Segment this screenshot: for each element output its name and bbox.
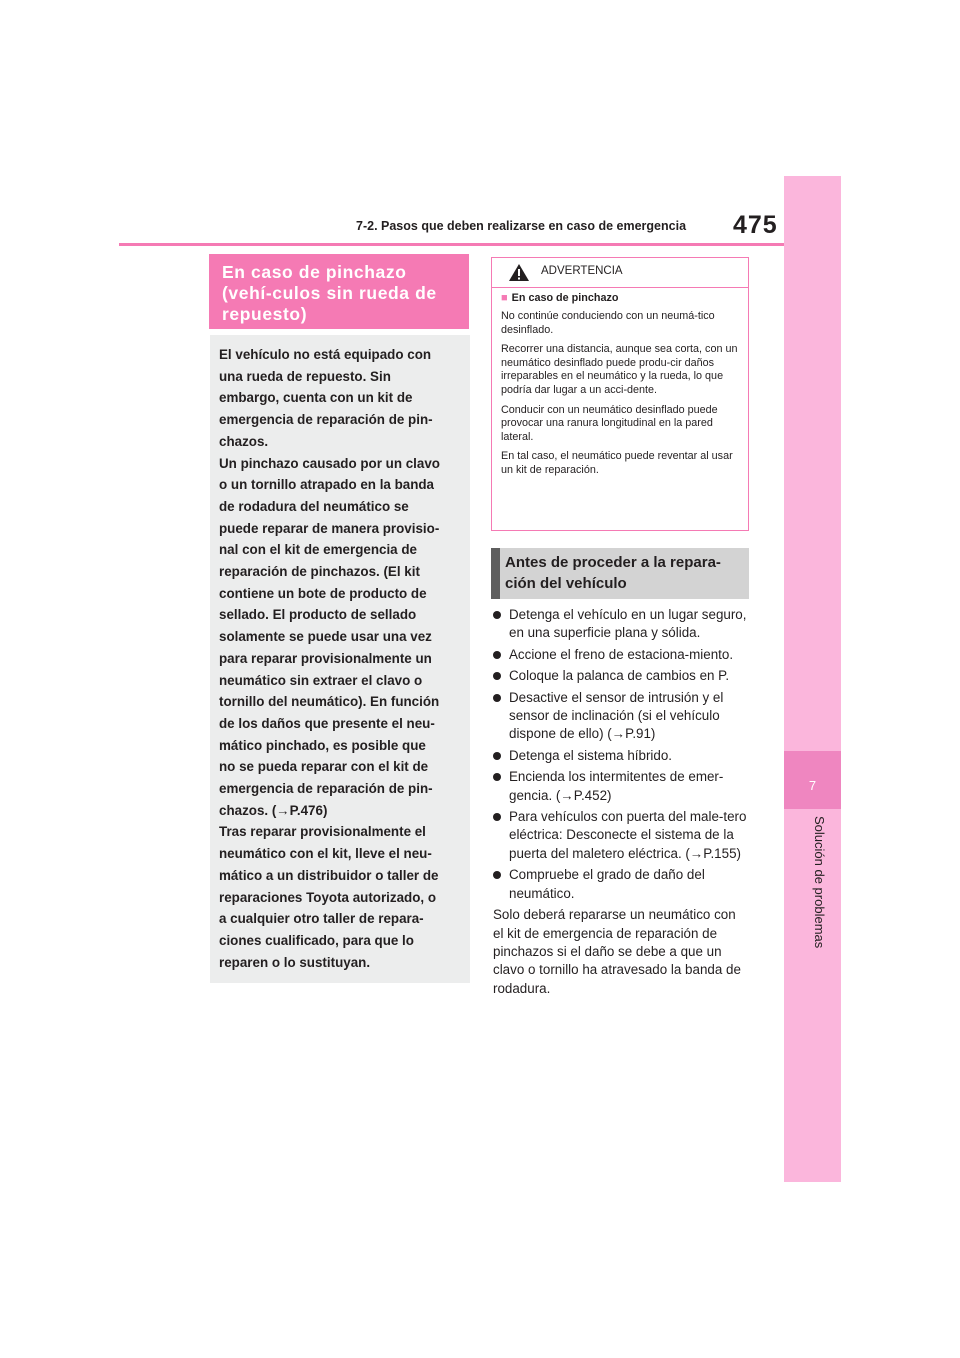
steps-list xyxy=(493,606,749,998)
info-line: emergencia de reparación de pin- xyxy=(219,781,433,797)
info-line: emergencia de reparación de pin- xyxy=(219,412,433,428)
warning-paragraph: En tal caso, el neumático puede reventar al usar un kit de reparación. xyxy=(501,450,733,476)
info-line: ciones cualificado, para que lo xyxy=(219,932,414,948)
info-line: puede reparar de manera provisio- xyxy=(219,520,440,536)
info-line: mático a un distribuidor o taller de xyxy=(219,867,439,883)
chapter-side-tab[interactable] xyxy=(784,176,841,1182)
list-item xyxy=(493,667,749,685)
info-line-page-reference[interactable]: chazos. (→P.476) xyxy=(219,802,328,818)
warning-header xyxy=(492,258,748,288)
list-item-text: Coloque la palanca de cambios en P. xyxy=(509,668,730,684)
chapter-label: Solución de problemas xyxy=(812,816,827,949)
info-line: reparaciones Toyota autorizado, o xyxy=(219,889,437,905)
info-line: Tras reparar provisionalmente el xyxy=(219,824,426,840)
info-line: no se pueda reparar con el kit de xyxy=(219,759,429,775)
list-item xyxy=(493,866,749,903)
info-line: nal con el kit de emergencia de xyxy=(219,542,417,558)
warning-paragraph: Recorrer una distancia, aunque sea corta, con un neumático desinflado puede produ-cir daños irreparables en el neumático y la rueda, lo que podría dar lugar a un acci-dente. xyxy=(501,343,738,396)
list-item-text: Detenga el sistema híbrido. xyxy=(509,747,673,763)
list-item-text: Detenga el vehículo en un lugar seguro, en una superficie plana y sólida. xyxy=(509,607,747,641)
heading-accent-bar xyxy=(491,548,500,599)
warning-subheading-text: En caso de pinchazo xyxy=(511,292,619,304)
warning-title: ADVERTENCIA xyxy=(541,265,623,277)
info-line: neumático sin extraer el clavo o xyxy=(219,672,423,688)
info-line: o un tornillo atrapado en la banda xyxy=(219,477,435,493)
list-item-text: Encienda los intermitentes de emer-gencia. (→P.452) xyxy=(509,769,724,803)
bullet-dot-icon xyxy=(493,813,501,821)
list-item-text: Accione el freno de estaciona-miento. xyxy=(509,646,734,662)
info-line: de rodadura del neumático se xyxy=(219,498,409,514)
info-line: una rueda de repuesto. Sin xyxy=(219,368,391,384)
bullet-dot-icon xyxy=(493,752,501,760)
info-line: para reparar provisionalmente un xyxy=(219,650,432,666)
chapter-number: 7 xyxy=(808,778,817,793)
bullet-dot-icon xyxy=(493,871,501,879)
info-line: contiene un bote de producto de xyxy=(219,585,427,601)
list-item xyxy=(493,747,749,765)
info-line: embargo, cuenta con un kit de xyxy=(219,390,413,406)
info-line: Un pinchazo causado por un clavo xyxy=(219,455,440,471)
header-divider xyxy=(119,243,784,246)
info-line: solamente se puede usar una vez xyxy=(219,629,432,645)
warning-paragraph: No continúe conduciendo con un neumá-tico desinflado. xyxy=(501,310,715,336)
list-item xyxy=(493,768,749,805)
warning-subheading xyxy=(501,292,740,305)
info-line: reparación de pinchazos. (El kit xyxy=(219,564,420,580)
bullet-dot-icon xyxy=(493,773,501,781)
list-item xyxy=(493,808,749,863)
info-line: reparen o lo sustituyan. xyxy=(219,954,371,970)
warning-box xyxy=(491,257,749,531)
info-line: sellado. El producto de sellado xyxy=(219,607,417,623)
bullet-dot-icon xyxy=(493,611,501,619)
info-line: chazos. xyxy=(219,433,269,449)
bullet-dot-icon xyxy=(493,694,501,702)
page-number: 475 xyxy=(733,211,778,239)
info-line: mático pinchado, es posible que xyxy=(219,737,426,753)
flat-tire-info-box xyxy=(210,335,470,983)
warning-triangle-icon xyxy=(508,263,530,282)
list-item xyxy=(493,646,749,664)
info-line: neumático con el kit, lleve el neu- xyxy=(219,846,432,862)
before-repair-heading xyxy=(491,548,749,599)
section-title: 7-2. Pasos que deben realizarse en caso de emergencia xyxy=(356,219,687,233)
info-line: tornillo del neumático). En función xyxy=(219,694,440,710)
list-item xyxy=(493,689,749,744)
list-item xyxy=(493,606,749,643)
bullet-dot-icon xyxy=(493,651,501,659)
square-bullet-icon: ■ xyxy=(501,292,508,304)
info-line: de los daños que presente el neu- xyxy=(219,715,435,731)
list-item-text: Compruebe el grado de daño del neumático. xyxy=(509,867,705,901)
list-item-text: Desactive el sensor de intrusión y el sensor de inclinación (si el vehículo dispone de ello) (→P.91) xyxy=(509,689,724,742)
flat-tire-heading: En caso de pinchazo (vehí-culos sin rueda de repuesto) xyxy=(209,254,469,329)
before-repair-heading-text: Antes de proceder a la repara-ción del vehículo xyxy=(505,554,721,592)
list-item-text: Para vehículos con puerta del male-tero eléctrica: Desconecte el sistema de la puerta del maletero eléctrica. (→P.155) xyxy=(509,809,747,861)
info-line: a cualquier otro taller de repara- xyxy=(219,911,424,927)
warning-paragraph: Conducir con un neumático desinflado puede provocar una ranura longitudinal en la pared lateral. xyxy=(501,403,718,443)
bullet-dot-icon xyxy=(493,672,501,680)
info-line: El vehículo no está equipado con xyxy=(219,347,432,362)
closing-paragraph: Solo deberá repararse un neumático con el kit de emergencia de reparación de pinchazos si el daño se debe a que un clavo o tornillo ha atravesado la banda de rodadura. xyxy=(493,907,741,996)
